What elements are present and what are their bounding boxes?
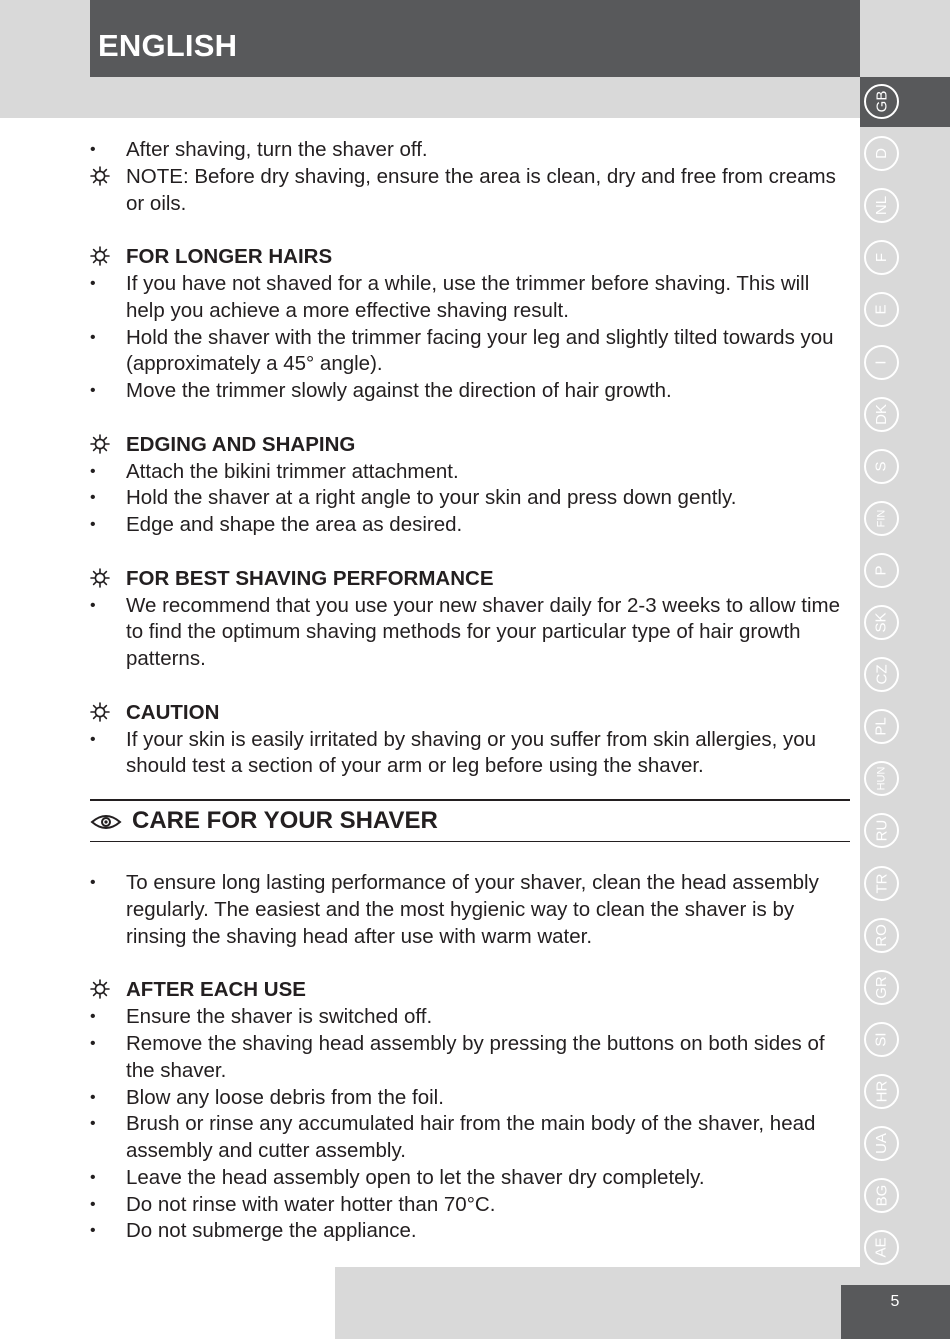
main-content xyxy=(90,137,850,1245)
item-text: Hold the shaver with the trimmer facing your leg and slightly tilted towards you (approximately a 45° angle). xyxy=(126,325,834,376)
bullet-item xyxy=(90,271,850,325)
page-number: 5 xyxy=(890,1293,900,1310)
language-tab-label: BG xyxy=(873,1184,890,1207)
language-tab-label: S xyxy=(872,461,890,472)
note-item xyxy=(90,164,850,218)
bullet-item xyxy=(90,325,850,379)
language-tab-ua[interactable] xyxy=(864,1126,899,1161)
header-bar xyxy=(90,0,860,77)
language-tab-label: GR xyxy=(873,975,890,999)
item-text: To ensure long lasting performance of your shaver, clean the head assembly regularly. The easiest and the most hygienic way to clean the shaver is by rinsing the shaving head after use with warm water. xyxy=(126,871,819,948)
language-tab-hr[interactable] xyxy=(864,1074,899,1109)
bullet-item xyxy=(90,727,850,781)
language-tab-p[interactable] xyxy=(864,553,899,588)
bullet-dot: • xyxy=(90,462,96,480)
language-tab-pl[interactable] xyxy=(864,709,899,744)
spacer xyxy=(90,539,850,566)
sun-star-icon xyxy=(90,702,110,728)
spacer xyxy=(90,405,850,432)
language-tab-label: NL xyxy=(873,196,890,216)
language-tab-label: I xyxy=(872,359,890,365)
subheading xyxy=(90,977,850,1004)
language-tab-tr[interactable] xyxy=(864,866,899,901)
item-text: Move the trimmer slowly against the direction of hair growth. xyxy=(126,379,672,403)
item-text: Edge and shape the area as desired. xyxy=(126,513,463,537)
language-tab-label: PL xyxy=(872,717,890,736)
item-text: After shaving, turn the shaver off. xyxy=(126,138,428,161)
bullet-item xyxy=(90,512,850,539)
bullet-dot: • xyxy=(90,1195,96,1213)
sun-star-icon xyxy=(90,246,110,272)
item-text: FOR LONGER HAIRS xyxy=(126,245,333,269)
item-text: FOR BEST SHAVING PERFORMANCE xyxy=(126,566,494,590)
language-tab-label: DK xyxy=(873,403,890,425)
item-text: Blow any loose debris from the foil. xyxy=(126,1085,444,1109)
bullet-dot: • xyxy=(90,1115,96,1133)
bullet-dot: • xyxy=(90,516,96,534)
language-tab-label: GB xyxy=(873,90,890,113)
bullet-item xyxy=(90,1004,850,1031)
bullet-item xyxy=(90,1165,850,1192)
bullet-item xyxy=(90,1111,850,1165)
item-text: Remove the shaving head assembly by pressing the buttons on both sides of the shaver. xyxy=(126,1031,825,1082)
language-tab-fin[interactable] xyxy=(864,501,899,536)
language-tab-s[interactable] xyxy=(864,449,899,484)
language-tab-label: CZ xyxy=(873,664,890,685)
spacer xyxy=(90,842,850,870)
language-tab-ae[interactable] xyxy=(864,1230,899,1265)
bullet-dot: • xyxy=(90,730,96,748)
language-tab-label: E xyxy=(872,304,890,315)
spacer xyxy=(90,673,850,700)
bullet-item xyxy=(90,1031,850,1085)
subheading xyxy=(90,244,850,271)
bullet-dot: • xyxy=(90,382,96,400)
sun-star-icon xyxy=(90,166,110,192)
language-tab-i[interactable] xyxy=(864,345,899,380)
language-tab-label: TR xyxy=(873,873,890,893)
language-tab-label: HR xyxy=(872,1080,890,1103)
bullet-item xyxy=(90,485,850,512)
language-tab-sk[interactable] xyxy=(864,605,899,640)
spacer xyxy=(90,951,850,978)
page-number-box xyxy=(841,1285,950,1339)
item-text: Leave the head assembly open to let the shaver dry completely. xyxy=(126,1165,705,1189)
bullet-item xyxy=(90,1218,850,1245)
sun-star-icon xyxy=(90,434,110,460)
language-tab-label: AE xyxy=(872,1237,890,1258)
item-text: If you have not shaved for a while, use the trimmer before shaving. This will help you achieve a more effective shaving result. xyxy=(126,271,810,322)
language-tab-gb[interactable] xyxy=(864,84,899,119)
item-text: Brush or rinse any accumulated hair from the main body of the shaver, head assembly and cutter assembly. xyxy=(126,1112,816,1163)
bullet-item xyxy=(90,870,850,950)
item-text: EDGING AND SHAPING xyxy=(126,432,356,456)
bullet-dot: • xyxy=(90,489,96,507)
language-tab-gr[interactable] xyxy=(864,970,899,1005)
language-tab-label: RU xyxy=(872,820,890,842)
language-tab-label: UA xyxy=(873,1133,890,1154)
language-tab-label: SI xyxy=(873,1032,890,1047)
language-tab-bg[interactable] xyxy=(864,1178,899,1213)
bullet-item xyxy=(90,459,850,486)
language-tab-dk[interactable] xyxy=(864,397,899,432)
subheading xyxy=(90,432,850,459)
item-text: If your skin is easily irritated by shaving or you suffer from skin allergies, you should test a section of your arm or leg before using the shaver. xyxy=(126,727,817,778)
bullet-dot: • xyxy=(90,274,96,292)
bullet-dot: • xyxy=(90,1034,96,1052)
item-text: Attach the bikini trimmer attachment. xyxy=(126,459,459,483)
bullet-dot: • xyxy=(90,328,96,346)
item-text: NOTE: Before dry shaving, ensure the area is clean, dry and free from creams or oils. xyxy=(126,164,836,215)
item-text: AFTER EACH USE xyxy=(126,978,306,1002)
subheading xyxy=(90,700,850,727)
item-text: Ensure the shaver is switched off. xyxy=(126,1005,433,1029)
subheading xyxy=(90,566,850,593)
bullet-item xyxy=(90,593,850,673)
bullet-dot: • xyxy=(90,596,96,614)
bullet-dot: • xyxy=(90,1168,96,1186)
bullet-dot: • xyxy=(90,141,96,158)
sun-star-icon xyxy=(90,568,110,594)
section-header xyxy=(90,799,850,842)
bullet-dot: • xyxy=(90,874,96,892)
language-tab-si[interactable] xyxy=(864,1022,899,1057)
language-tab-label: D xyxy=(873,148,890,160)
item-text: Do not rinse with water hotter than 70°C. xyxy=(126,1192,496,1216)
eye-icon xyxy=(90,812,122,839)
language-tab-label: SK xyxy=(872,612,890,633)
item-text: Do not submerge the appliance. xyxy=(126,1219,417,1243)
language-tab-d[interactable] xyxy=(864,136,899,171)
bullet-dot: • xyxy=(90,1088,96,1106)
bullet-item xyxy=(90,1192,850,1219)
language-tab-label: P xyxy=(872,565,890,576)
bullet-item xyxy=(90,137,850,164)
bullet-dot: • xyxy=(90,1222,96,1240)
language-tab-label: FIN xyxy=(874,509,887,528)
item-text: We recommend that you use your new shaver daily for 2-3 weeks to allow time to find the optimum shaving methods for your particular type of hair growth patterns. xyxy=(126,593,841,671)
spacer xyxy=(90,217,850,244)
language-tab-label: RO xyxy=(873,923,890,947)
item-text: Hold the shaver at a right angle to your skin and press down gently. xyxy=(126,486,737,510)
bullet-dot: • xyxy=(90,1008,96,1026)
sun-star-icon xyxy=(90,979,110,1005)
bullet-item xyxy=(90,1085,850,1112)
bullet-item xyxy=(90,378,850,405)
item-text: CAUTION xyxy=(126,700,220,724)
language-tab-label: HUN xyxy=(875,766,887,791)
section-title: CARE FOR YOUR SHAVER xyxy=(132,807,438,835)
language-tab-cz[interactable] xyxy=(864,657,899,692)
language-tab-nl[interactable] xyxy=(864,188,899,223)
page-title: ENGLISH xyxy=(98,28,238,63)
language-tab-label: F xyxy=(872,253,890,263)
language-tab-ro[interactable] xyxy=(864,918,899,953)
